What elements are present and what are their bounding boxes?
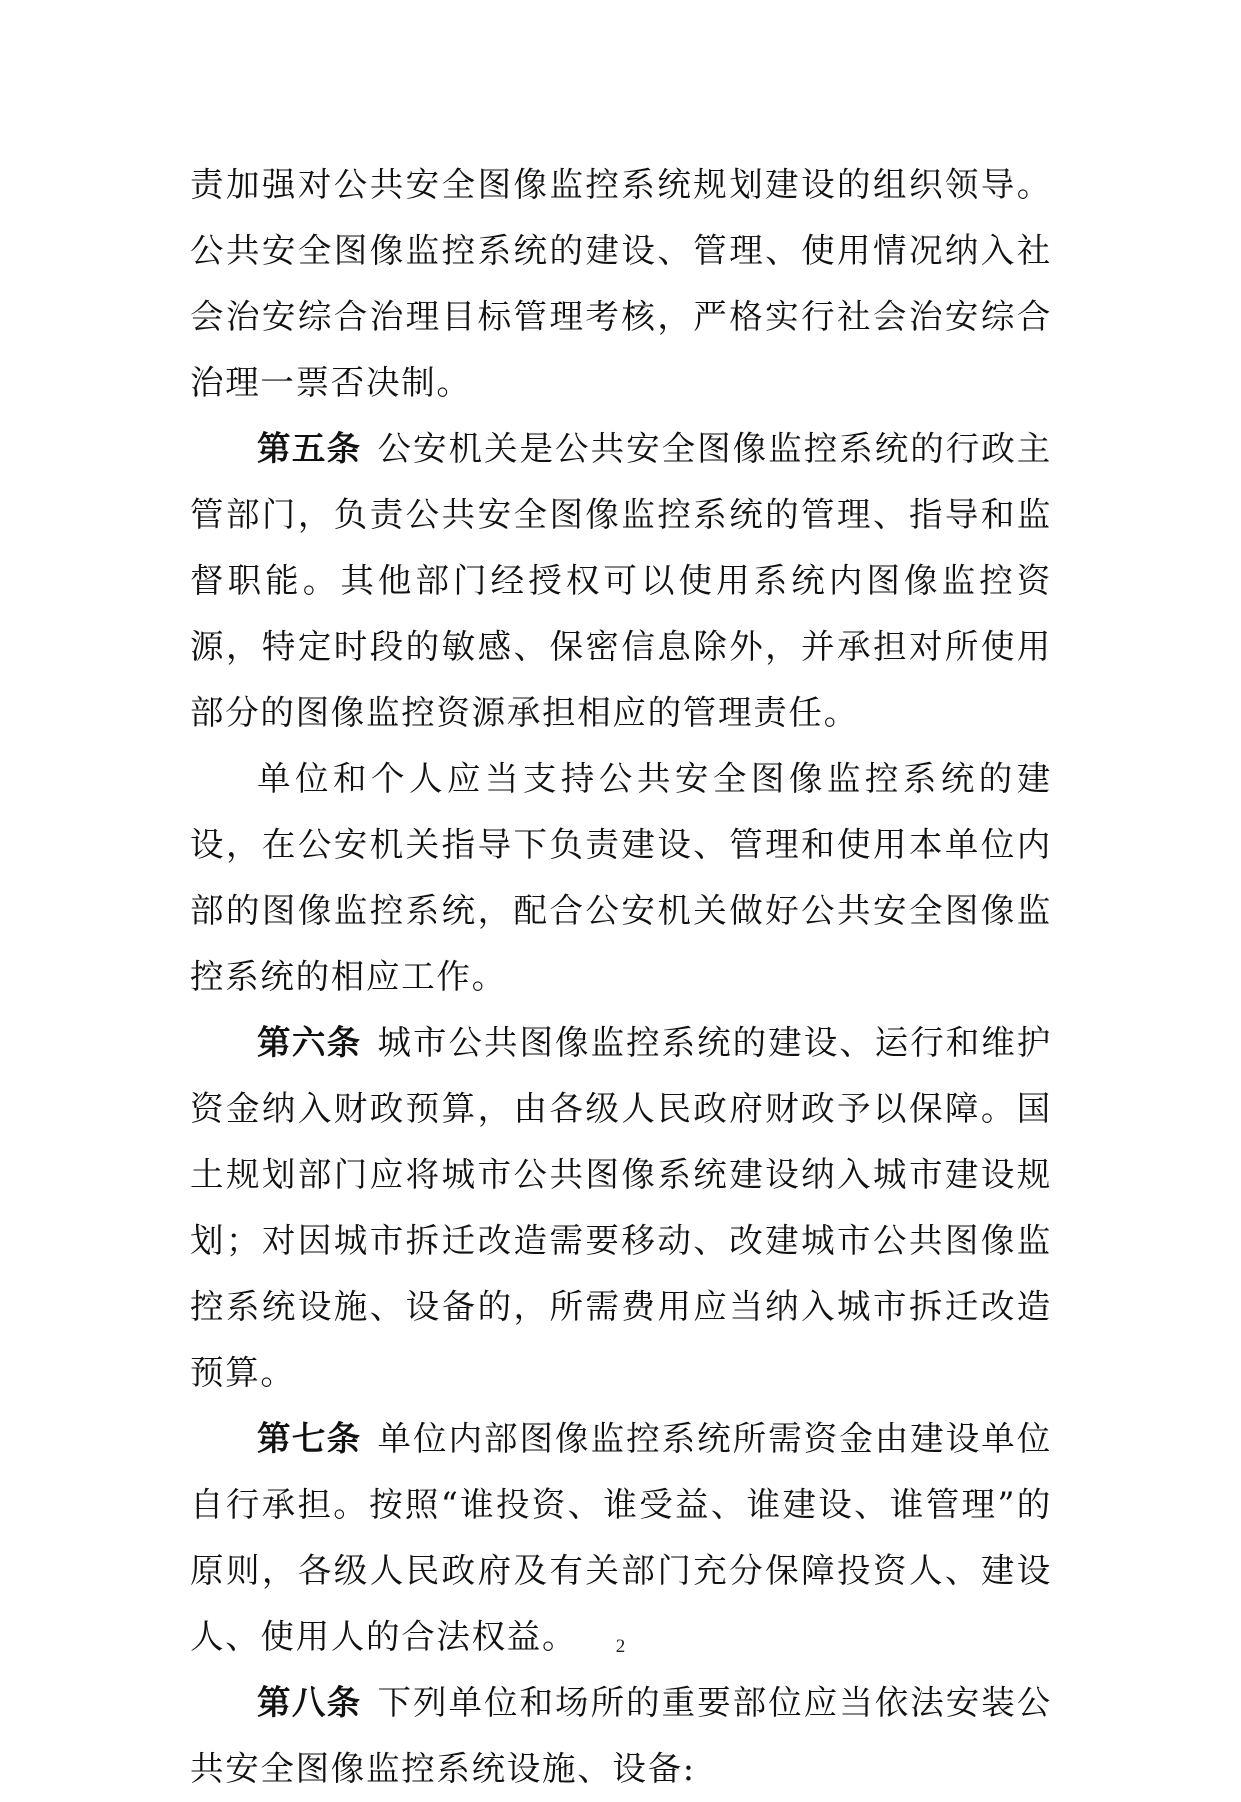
article-heading: 第五条	[257, 429, 362, 468]
article-heading: 第六条	[257, 1023, 362, 1062]
paragraph-text: 单位内部图像监控系统所需资金由建设单位自行承担。按照“谁投资、谁受益、谁建设、谁管理”的原则，各级人民政府及有关部门充分保障投资人、建设人、使用人的合法权益。	[190, 1419, 1052, 1656]
document-body	[190, 152, 1052, 1802]
article-8-paragraph	[190, 1670, 1052, 1802]
article-5-second-paragraph	[190, 746, 1052, 1010]
paragraph-continuation	[190, 152, 1052, 416]
article-heading: 第八条	[257, 1683, 362, 1722]
page-number: 2	[615, 1636, 626, 1657]
article-7-paragraph	[190, 1406, 1052, 1670]
article-6-paragraph	[190, 1010, 1052, 1406]
paragraph-text: 单位和个人应当支持公共安全图像监控系统的建设，在公安机关指导下负责建设、管理和使用本单位内部的图像监控系统，配合公安机关做好公共安全图像监控系统的相应工作。	[190, 759, 1052, 996]
paragraph-text: 城市公共图像监控系统的建设、运行和维护资金纳入财政预算，由各级人民政府财政予以保障。国土规划部门应将城市公共图像系统建设纳入城市建设规划；对因城市拆迁改造需要移动、改建城市公共图像监控系统设施、设备的，所需费用应当纳入城市拆迁改造预算。	[190, 1023, 1052, 1392]
paragraph-text: 下列单位和场所的重要部位应当依法安装公共安全图像监控系统设施、设备:	[190, 1683, 1052, 1788]
article-5-paragraph	[190, 416, 1052, 746]
article-heading: 第七条	[257, 1419, 362, 1458]
paragraph-text: 公安机关是公共安全图像监控系统的行政主管部门，负责公共安全图像监控系统的管理、指导和监督职能。其他部门经授权可以使用系统内图像监控资源，特定时段的敏感、保密信息除外，并承担对所使用部分的图像监控资源承担相应的管理责任。	[190, 429, 1052, 732]
paragraph-text: 责加强对公共安全图像监控系统规划建设的组织领导。公共安全图像监控系统的建设、管理、使用情况纳入社会治安综合治理目标管理考核，严格实行社会治安综合治理一票否决制。	[190, 165, 1052, 402]
